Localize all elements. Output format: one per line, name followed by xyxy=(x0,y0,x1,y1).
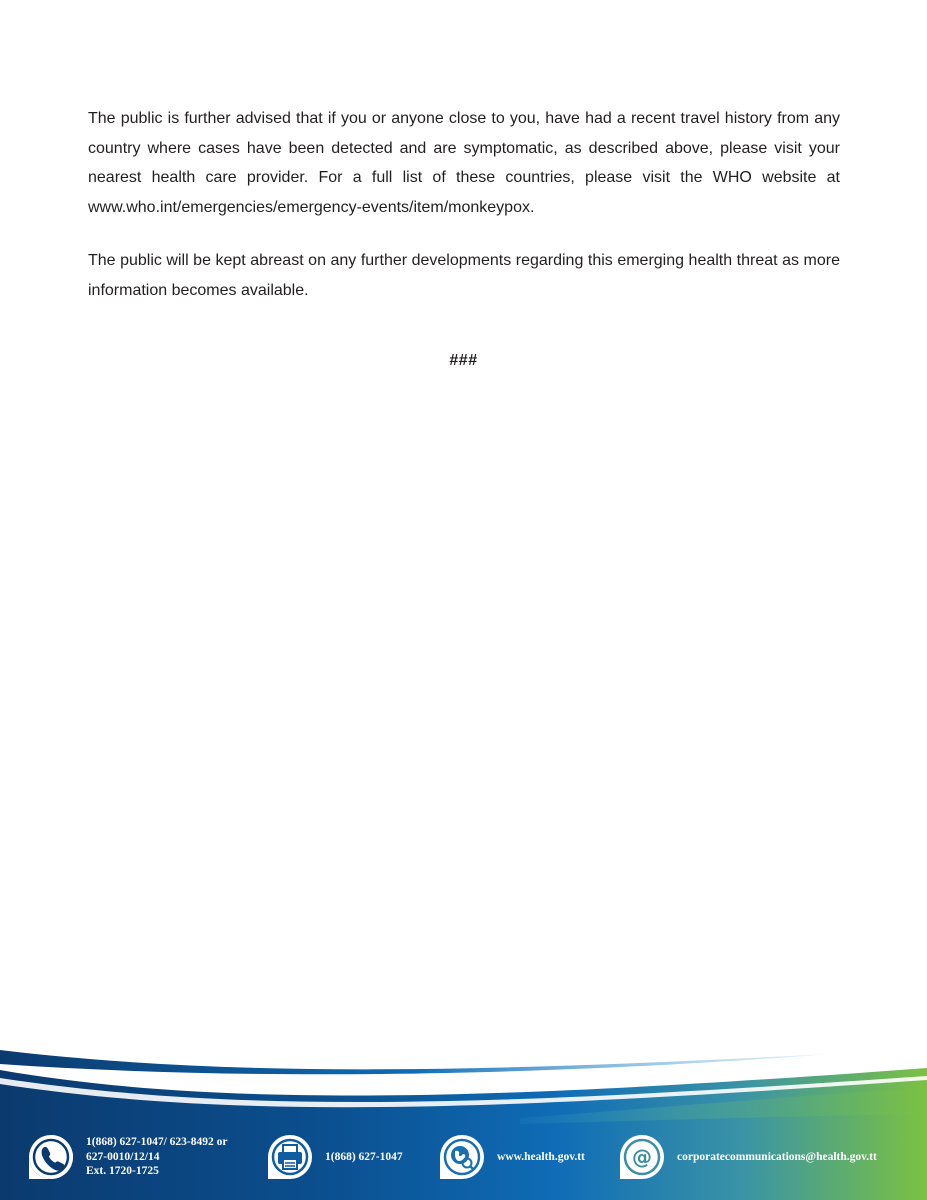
svg-text:@: @ xyxy=(632,1145,652,1169)
printer-icon xyxy=(265,1132,315,1182)
fax-number: 1(868) 627-1047 xyxy=(325,1150,403,1163)
contact-phone xyxy=(26,1131,228,1183)
at-sign-icon xyxy=(617,1132,667,1182)
document-body xyxy=(88,104,840,305)
phone-line: 627-0010/12/14 xyxy=(86,1150,160,1163)
paragraph-updates: The public will be kept abreast on any further developments regarding this emerging health threat as more information becomes available. xyxy=(88,252,840,299)
phone-numbers xyxy=(86,1135,228,1179)
phone-line: 1(868) 627-1047/ 623-8492 or xyxy=(86,1136,228,1149)
email-address: corporatecommunications@health.gov.tt xyxy=(677,1150,877,1163)
globe-search-icon xyxy=(437,1132,487,1182)
end-of-release-mark: ### xyxy=(449,352,478,369)
contact-email xyxy=(617,1131,877,1183)
paragraph-travel-advisory: The public is further advised that if you or anyone close to you, have had a recent travel history from any country where cases have been detected and are symptomatic, as described above, please visit your nearest health care provider. For a full list of these countries, please visit the WHO website at www.who.int/emergencies/emergency-events/item/monkeypox. xyxy=(88,110,840,216)
phone-icon xyxy=(26,1132,76,1182)
contact-website xyxy=(437,1131,585,1183)
website-url: www.health.gov.tt xyxy=(497,1150,585,1163)
phone-line: Ext. 1720-1725 xyxy=(86,1165,159,1178)
contact-fax xyxy=(265,1131,403,1183)
